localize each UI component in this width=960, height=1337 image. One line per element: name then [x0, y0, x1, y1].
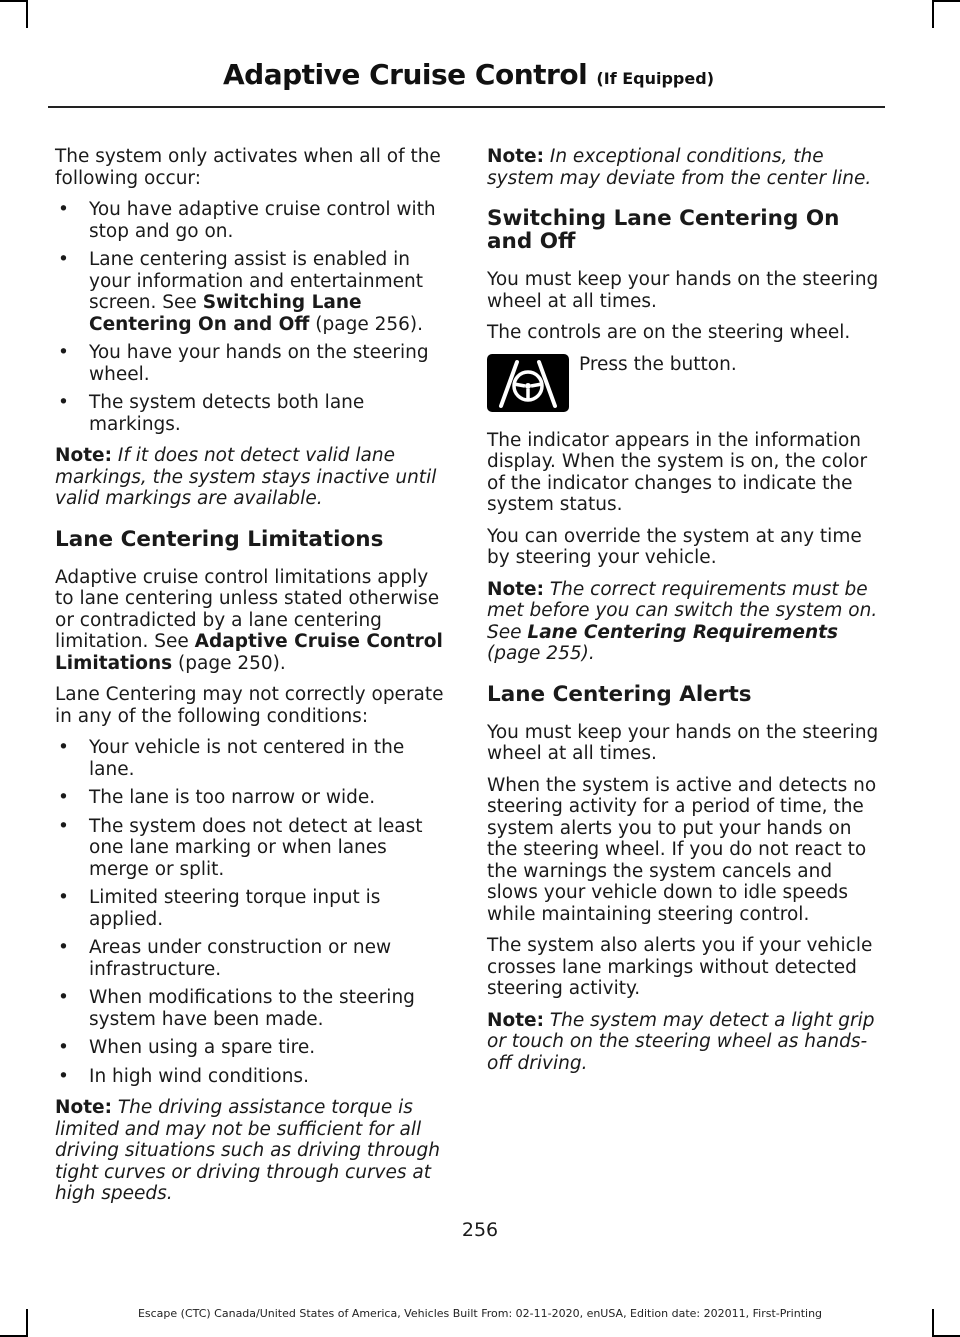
note-label: Note: [55, 1097, 112, 1118]
note-label: Note: [487, 146, 544, 167]
page-reference: (page 256). [315, 313, 424, 335]
note-label: Note: [55, 445, 112, 466]
paragraph: You must keep your hands on the steering wheel at all times. [487, 269, 879, 312]
list-item [55, 1037, 450, 1059]
list-item [55, 249, 450, 335]
paragraph: You must keep your hands on the steering wheel at all times. [487, 721, 879, 764]
page-reference: (page 255). [487, 643, 595, 664]
see-text: See [154, 631, 189, 652]
section-heading: Lane Centering Alerts [487, 681, 752, 707]
note-paragraph [487, 579, 882, 665]
crop-mark [26, 0, 28, 28]
lane-centering-icon [487, 354, 569, 412]
list-item [55, 342, 450, 385]
see-text: See [162, 292, 197, 313]
note-paragraph [487, 146, 882, 189]
page-reference: (page 250). [178, 652, 286, 674]
note-paragraph [55, 445, 450, 510]
list-item-text: The system does not detect at least one lane marking or when lanes merge or split. [89, 815, 423, 880]
cross-reference-link[interactable]: Switching Lane Centering On and Off [89, 292, 362, 335]
paragraph: When the system is active and detects no steering activity for a period of time, the system alerts you to put your hands on the steering wheel. If you do not react to the warnings the system cancels and slows your vehicle down to idle speeds while maintaining steering control. [487, 774, 877, 925]
paragraph: The indicator appears in the information display. When the system is on, the color of the indicator changes to indicate the system status. [487, 429, 868, 515]
list-item [55, 787, 450, 809]
list-item-text: In high wind conditions. [89, 1065, 309, 1087]
list-item [55, 816, 450, 881]
cross-reference-link[interactable]: Adaptive Cruise Control Limitations [55, 631, 443, 674]
page-footer: Escape (CTC) Canada/United States of America, Vehicles Built From: 02-11-2020, enUSA, Edition date: 202011, First-Printing [137, 1307, 823, 1320]
list-item [55, 392, 450, 435]
header-divider [48, 106, 885, 108]
note-paragraph [55, 1097, 450, 1205]
header-subtitle: (If Equipped) [596, 69, 714, 88]
list-item-text: You have your hands on the steering wheel. [89, 342, 429, 385]
lane-centering-button-row [487, 354, 882, 416]
list-item [55, 987, 450, 1030]
paragraph: You can override the system at any time by steering your vehicle. [487, 525, 862, 568]
note-label: Note: [487, 1009, 544, 1031]
list-item-text: The system detects both lane markings. [89, 392, 365, 435]
note-text: The correct requirements must be met before you can switch the system on. See [487, 578, 878, 643]
paragraph: The system also alerts you if your vehicle crosses lane markings without detected steering activity. [487, 935, 873, 999]
paragraph-text: Adaptive cruise control limitations apply to lane centering unless stated otherwise or contradicted by a lane centering limitation. [55, 566, 440, 652]
cross-reference-link[interactable]: Lane Centering Requirements [527, 621, 838, 643]
crop-mark [0, 0, 28, 2]
activation-conditions-list [55, 199, 450, 435]
note-paragraph [487, 1010, 882, 1075]
note-text: The driving assistance torque is limited and may not be sufficient for all driving situations such as driving through tight curves or driving through curves at high speeds. [55, 1097, 440, 1204]
list-item [55, 199, 450, 242]
list-item [55, 937, 450, 980]
list-item [55, 737, 450, 780]
crop-mark [932, 0, 960, 2]
limitations-paragraph [55, 567, 450, 675]
page-header-title [223, 58, 714, 91]
intro-paragraph: The system only activates when all of the following occur: [55, 146, 441, 189]
crop-mark [932, 0, 934, 28]
list-item [55, 887, 450, 930]
note-text: In exceptional conditions, the system may deviate from the center line. [487, 146, 872, 189]
list-item-text: When using a spare tire. [89, 1037, 316, 1058]
list-item-text: Your vehicle is not centered in the lane. [89, 737, 405, 780]
note-text: If it does not detect valid lane markings, the system stays inactive until valid markings are available. [55, 445, 437, 509]
paragraph: The controls are on the steering wheel. [487, 322, 851, 343]
section-heading: Switching Lane Centering On and Off [487, 206, 840, 254]
list-item-text: You have adaptive cruise control with stop and go on. [89, 199, 436, 242]
conditions-paragraph: Lane Centering may not correctly operate in any of the following conditions: [55, 684, 444, 727]
left-column [55, 146, 450, 1215]
note-label: Note: [487, 578, 544, 600]
right-column [487, 146, 882, 1084]
list-item-text: Areas under construction or new infrastructure. [89, 937, 392, 980]
list-item-text: The lane is too narrow or wide. [89, 787, 376, 808]
section-heading: Lane Centering Limitations [55, 526, 384, 552]
icon-caption: Press the button. [579, 353, 737, 375]
list-item-text: When modifications to the steering system have been made. [89, 987, 415, 1030]
list-item-text: Lane centering assist is enabled in your information and entertainment screen. [89, 249, 424, 313]
header-title-text: Adaptive Cruise Control [223, 58, 588, 91]
list-item [55, 1066, 450, 1088]
limitations-list [55, 737, 450, 1087]
page-number: 256 [461, 1219, 499, 1241]
note-text: The system may detect a light grip or touch on the steering wheel as hands-off driving. [487, 1009, 875, 1074]
list-item-text: Limited steering torque input is applied. [89, 887, 381, 930]
